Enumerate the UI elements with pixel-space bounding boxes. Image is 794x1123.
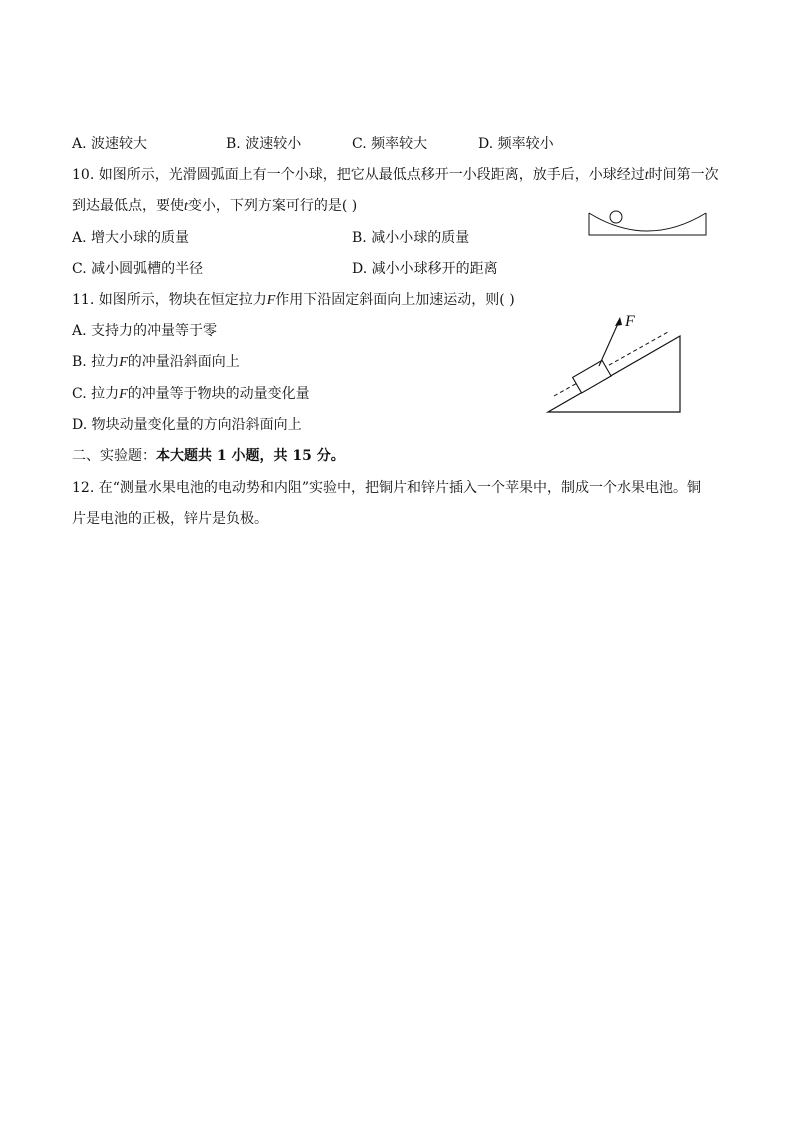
q10-option-b: B. 减小小球的质量 — [352, 230, 470, 246]
q9-option-d: D. 频率较小 — [478, 136, 554, 152]
q11-option-a: A. 支持力的冲量等于零 — [72, 323, 218, 339]
force-arrow — [599, 319, 620, 366]
q10-arc-figure — [588, 207, 708, 237]
q12-line2: 片是电池的正极，锌片是负极。 — [72, 511, 268, 527]
force-label: F — [625, 313, 635, 330]
q10-stem-line1: 10. 如图所示，光滑圆弧面上有一个小球，把它从最低点移开一小段距离，放手后，小球经过t时间第一次 — [72, 167, 719, 183]
q11-option-b: B. 拉力F的冲量沿斜面向上 — [72, 354, 240, 370]
q11-stem: 11. 如图所示，物块在恒定拉力F作用下沿固定斜面向上加速运动，则( ) — [72, 292, 515, 308]
ball — [610, 211, 622, 223]
q11-option-c: C. 拉力F的冲量等于物块的动量变化量 — [72, 386, 310, 402]
q9-option-a: A. 波速较大 — [72, 136, 148, 152]
q12-line1: 12. 在“测量水果电池的电动势和内阻”实验中，把铜片和锌片插入一个苹果中，制成一个水果电池。铜 — [72, 480, 702, 496]
q10-option-c: C. 减小圆弧槽的半径 — [72, 261, 204, 277]
q9-option-c: C. 频率较大 — [352, 136, 428, 152]
q11-option-d: D. 物块动量变化量的方向沿斜面向上 — [72, 417, 302, 433]
q10-option-d: D. 减小小球移开的距离 — [352, 261, 498, 277]
section-heading-experiment: 二、实验题：本大题共 1 小题，共 15 分。 — [72, 448, 345, 464]
q11-incline-figure — [546, 312, 686, 416]
q10-option-a: A. 增大小球的质量 — [72, 230, 190, 246]
q10-stem-line2: 到达最低点，要使t变小，下列方案可行的是( ) — [72, 198, 358, 214]
q9-option-b: B. 波速较小 — [226, 136, 302, 152]
block — [573, 360, 611, 393]
